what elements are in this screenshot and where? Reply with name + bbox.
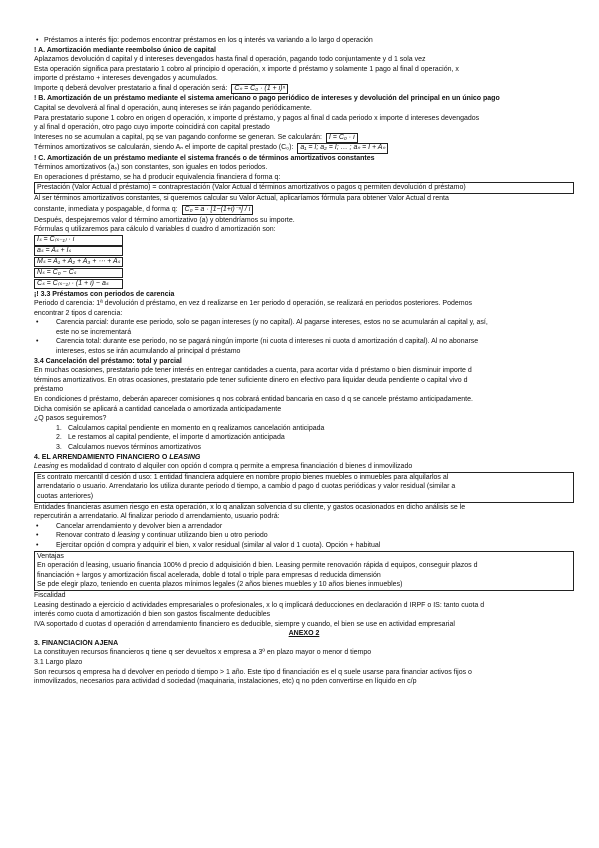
text-line: La constituyen recursos financieros q tiene q ser devueltos x empresa a 3º en plazo mayor o menor d tiempo xyxy=(34,649,372,657)
text-line: cuotas anteriores) xyxy=(37,492,94,500)
subheading: 3.1 Largo plazo xyxy=(34,659,83,667)
section-heading xyxy=(34,453,574,463)
text-line: Leasing destinado a ejercicio d actividades empresariales o profesionales, x lo q implicará deducciones en declaración d IRPF o IS: tanto cuota d xyxy=(34,601,485,609)
text-line xyxy=(34,204,574,216)
section-heading: ! C. Amortización de un préstamo mediante el sistema francés o de términos amortizativos constantes xyxy=(34,154,375,162)
numbered-item: 3. Calculamos nuevos términos amortizativos xyxy=(56,444,202,451)
section-heading: ¡! 3.3 Préstamos con periodos de carencia xyxy=(34,290,175,298)
numbered-item-text: Calculamos capital pendiente en momento en q realizamos cancelación anticipada xyxy=(68,424,325,432)
text-line: términos amortizativos. En otras ocasiones, prestatario pde tener suficiente dinero en efectivo para liquidar deuda pendiente o capital vivo d xyxy=(34,376,468,384)
text-fragment: Intereses no se acumulan a capital, pq se van pagando conforme se generan. Se calcularán: xyxy=(34,133,322,141)
text-italic: Leasing xyxy=(34,463,59,471)
section-heading: ! B. Amortización de un préstamo mediante el sistema americano o pago periódico de intereses y devolución del principal en un único pago xyxy=(34,95,500,103)
text-line: En operaciones d préstamo, se ha d producir equivalencia financiera d forma q: xyxy=(34,173,281,181)
text-line: inmovilizados, necesarios para actividad d sociedad (maquinaria, instalaciones, etc) q no pden convertirse en líquido en c/p xyxy=(34,678,417,686)
heading-italic: LEASING xyxy=(169,453,201,461)
formula-box: aₛ = Aₛ + Iₛ xyxy=(34,246,123,256)
text-line: Aplazamos devolución d capital y d intereses devengados hasta final d operación, pagando todo conjuntamente y d 1 sola vez xyxy=(34,56,426,64)
formula-box: C₀ = a · [1−(1+i)⁻ⁿ] / i xyxy=(182,205,254,215)
text-line: arrendatario o usuario. Arrendatario los utiliza durante periodo d tiempo, a cambio d pago d cuotas periódicas y valor residual (similar a xyxy=(37,483,456,491)
text-line: encontrar 2 tipos d carencia: xyxy=(34,309,123,317)
text-line: Es contrato mercantil d cesión d uso: 1 entidad financiera adquiere en nombre propio bienes muebles o inmuebles para alquilarlos al xyxy=(37,473,449,481)
text-line: Al ser términos amortizativos constantes, si queremos calcular su Valor Actual, aplicaríamos fórmula para obtener Valor Actual d renta xyxy=(34,194,449,202)
text-fragment: Renovar contrato d xyxy=(56,532,118,540)
text-line: financiación + largos y amortización fiscal acelerada, doble d total o triple para empresas d reducida dimensión xyxy=(37,571,381,579)
section-heading: 3.4 Cancelación del préstamo: total y parcial xyxy=(34,357,182,365)
text-line: Términos amortizativos (aₛ) son constantes, son iguales en todos periodos. xyxy=(34,164,268,172)
text-line: interés como cuota d amortización d bien son gastos fiscalmente deducibles xyxy=(34,611,271,619)
boxed-statement: Prestación (Valor Actual d préstamo) = contraprestación (Valor Actual d términos amortizativos o pagos q permiten devolución d préstamo) xyxy=(34,182,574,194)
text-line: IVA soportado d cuotas d operación d arrendamiento financiero es deducible, siempre y cuando, el bien se use en actividad empresarial xyxy=(34,620,455,628)
text-fragment: y continuar utilizando bien u otro periodo xyxy=(139,532,268,540)
text-italic: leasing xyxy=(117,532,140,540)
text-line: este no se incrementará xyxy=(56,328,132,336)
text-line: Capital se devolverá al final d operación, aunq intereses se irán pagando periódicamente. xyxy=(34,104,312,112)
formula-box: Nₛ = C₀ − Cₛ xyxy=(34,268,123,278)
text-fragment: es modalidad d contrato d alquiler con opción d compra q permite a empresa financiación d bienes d inmovilizado xyxy=(58,463,413,471)
formula-list xyxy=(34,235,123,290)
text-line: Entidades financieras asumen riesgo en esta operación, x lo q analizan solvencia d su cliente, y gastos ocasionados en dicho análisis se le xyxy=(34,503,466,511)
numbered-item: 1. Calculamos capital pendiente en momento en q realizamos cancelación anticipada xyxy=(56,424,325,432)
text-line xyxy=(34,84,574,94)
formula-box: I = C₀ · i xyxy=(326,133,358,143)
text-line: Son recursos q empresa ha d devolver en periodo d tiempo > 1 año. Este tipo d financiación es el q suele usarse para financiar activos fijos o xyxy=(34,668,472,676)
text-line: ¿Q pasos seguiremos? xyxy=(34,415,107,423)
box-heading: Ventajas xyxy=(37,552,64,560)
text-fragment: Términos amortizativos se calcularán, siendo Aₙ el importe de capital prestado (C₀): xyxy=(34,144,294,152)
annex-title: ANEXO 2 xyxy=(288,630,320,638)
text-line: Dicha comisión se aplicará a cantidad cancelada o amortizada anticipadamente xyxy=(34,405,282,413)
text-line xyxy=(34,462,574,472)
section-heading: ! A. Amortización mediante reembolso único de capital xyxy=(34,46,216,54)
numbered-item-text: Le restamos al capital pendiente, el importe d amortización anticipada xyxy=(68,434,285,442)
numbered-item: 2. Le restamos al capital pendiente, el importe d amortización anticipada xyxy=(56,434,285,442)
bullet-item: • Ejercitar opción d compra y adquirir el bien, x valor residual (similar al valor d 1 cuota). Opción + habitual xyxy=(34,541,574,551)
bullet-item xyxy=(34,531,574,541)
formula-box: Cₙ = C₀ · (1 + i)ⁿ xyxy=(231,84,288,94)
text-line: En operación d leasing, usuario financia 100% d precio d adquisición d bien. Leasing permite renovación rápida d equipos, conseguir plazos d xyxy=(37,562,478,570)
numbered-item-text: Calculamos nuevos términos amortizativos xyxy=(68,444,202,451)
advantages-box xyxy=(34,551,574,591)
text-line xyxy=(34,133,574,143)
bullet-item: • Carencia total: durante ese periodo, no se pagará ningún importe (ni cuota d intereses ni cuota d amortización d capital). Al no abonarse xyxy=(34,337,574,347)
text-line: Esta operación significa para prestatario 1 cobro al principio d operación, x importe d préstamo y solamente 1 pago al final d operación, x xyxy=(34,65,459,73)
bullet-item: • Cancelar arrendamiento y devolver bien a arrendador xyxy=(34,522,574,532)
definition-box xyxy=(34,472,574,503)
text-line: Para prestatario supone 1 cobro en origen d operación, x importe d préstamo, y pagos al final d cada periodo x importe d intereses devengados xyxy=(34,114,480,122)
document-page xyxy=(34,36,574,687)
formula-box: a₁ = I; a₂ = I; … ; aₙ = I + Aₙ xyxy=(297,143,388,153)
text-line xyxy=(34,143,574,153)
text-fragment: constante, inmediata y pospagable, d forma q: xyxy=(34,205,178,213)
section-heading: 3. FINANCIACIÓN AJENA xyxy=(34,639,119,647)
bullet-item: • Carencia parcial: durante ese periodo, solo se pagan intereses (y no capital). Al pagarse intereses, estos no se acumularán al capital y, así, xyxy=(34,318,574,328)
text-fragment: Importe q deberá devolver prestatario a final d operación será: xyxy=(34,84,228,92)
formula-box: Iₛ = C₍ₛ₋₁₎ · i xyxy=(34,235,123,245)
text-line: En condiciones d préstamo, deberán aparecer comisiones q nos cobrará entidad bancaria en caso d q se cancele préstamo anticipadamente. xyxy=(34,396,473,404)
text-line: Periodo d carencia: 1ª devolución d préstamo, en vez d realizarse en 1er periodo d operación, se realizará en periodos posteriores. Podemos xyxy=(34,300,473,308)
text-line: Después, despejaremos valor d término amortizativo (a) y obtendríamos su importe. xyxy=(34,216,295,224)
text-line: Se pde elegir plazo, teniendo en cuenta plazos mínimos legales (2 años bienes muebles y 10 años bienes inmuebles) xyxy=(37,581,403,589)
text-line: préstamo xyxy=(34,386,64,394)
subheading: Fiscalidad xyxy=(34,591,66,599)
text-line: intereses, estos se irán acumulando al principal d préstamo xyxy=(56,348,241,356)
text-line: Fórmulas q utilizaremos para cálculo d variables d cuadro d amortización son: xyxy=(34,226,276,234)
text-line: importe d préstamo + intereses devengados y acumulados. xyxy=(34,75,218,83)
text-line: y al final d operación, otro pago cuyo importe coincidirá con capital prestado xyxy=(34,124,270,132)
heading-text: 4. EL ARRENDAMIENTO FINANCIERO O xyxy=(34,453,170,461)
text-line: En muchas ocasiones, prestatario pde tener interés en entregar cantidades a cuenta, para acortar vida d préstamo o bien disminuir importe d xyxy=(34,367,472,375)
formula-box: Mₛ = A₁ + A₂ + A₃ + ⋯ + Aₛ xyxy=(34,257,123,267)
text-line: • Préstamos a interés fijo: podemos encontrar préstamos en los q interés va variando a lo largo d operación xyxy=(34,36,574,46)
formula-box: Cₛ = C₍ₛ₋₁₎ · (1 + i) − aₛ xyxy=(34,279,123,289)
text-line: repercutirán a arrendatario. Al finalizar periodo d arrendamiento, usuario podrá: xyxy=(34,513,280,521)
